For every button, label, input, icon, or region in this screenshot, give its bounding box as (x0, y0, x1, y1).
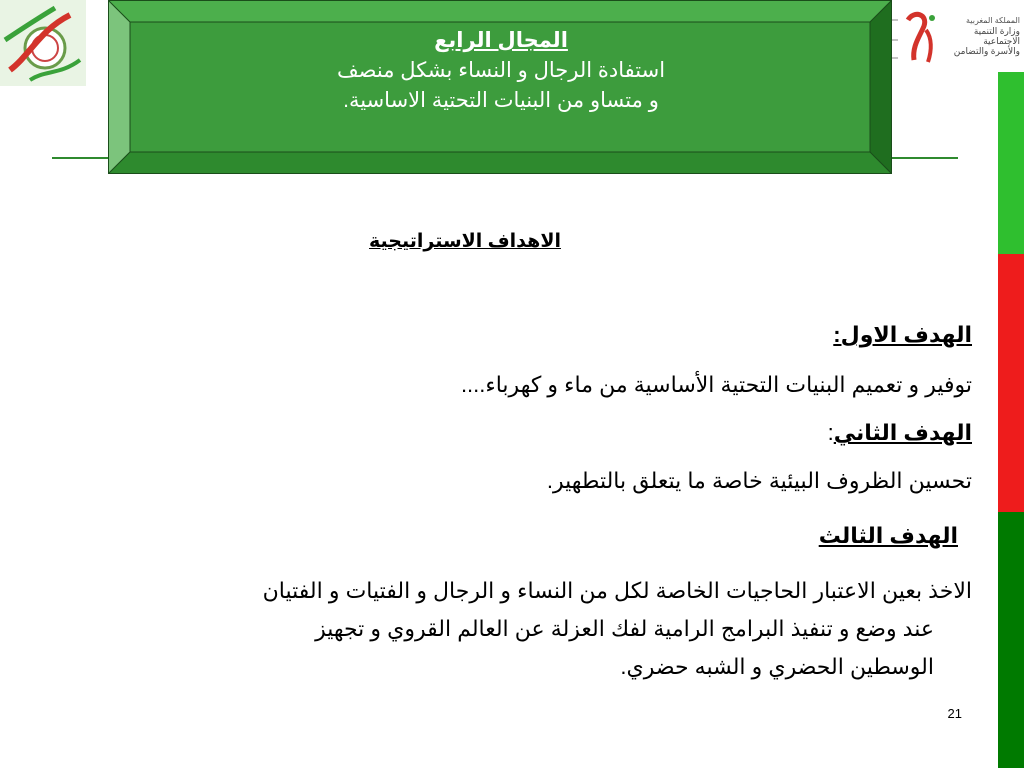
divider-right (888, 157, 958, 159)
divider-left (52, 157, 112, 159)
title-line-2: و متساو من البنيات التحتية الاساسية. (343, 89, 659, 112)
goal-2-heading: الهدف الثاني (833, 420, 972, 445)
stripe-green-light (998, 72, 1024, 254)
goal-3-text-line-1: الاخذ بعين الاعتبار الحاجيات الخاصة لكل من النساء و الرجال و الفتيات و الفتيان (262, 578, 972, 603)
goal-1-heading: الهدف الاول: (833, 322, 972, 347)
goal-3-text (80, 572, 972, 686)
title-line-1: استفادة الرجال و النساء بشكل منصف (336, 59, 666, 82)
stripe-red (998, 254, 1024, 512)
ministry-line-3: والأسرة والتضامن (953, 46, 1020, 56)
ministry-line-2: وزارة التنمية الاجتماعية (973, 26, 1020, 46)
stripe-green-dark (998, 512, 1024, 768)
strategic-goals-heading: الاهداف الاستراتيجية (369, 231, 561, 252)
logo-left (0, 0, 86, 86)
goal-3-text-line-3: الوسطين الحضري و الشبه حضري. (620, 654, 934, 679)
goal-2-heading-row (828, 420, 972, 446)
goal-1-text: توفير و تعميم البنيات التحتية الأساسية من ماء و كهرباء.... (460, 372, 972, 397)
ministry-line-1: المملكة المغربية (966, 16, 1020, 25)
goal-2-text: تحسين الظروف البيئية خاصة ما يتعلق بالتطهير. (546, 468, 972, 493)
page-number: 21 (947, 706, 962, 721)
goal-3-heading: الهدف الثالث (818, 523, 958, 548)
title-text (130, 26, 872, 116)
goal-2-colon: : (827, 420, 834, 445)
goal-3-text-line-2: عند وضع و تنفيذ البرامج الرامية لفك العزلة عن العالم القروي و تجهيز (315, 616, 934, 641)
title-heading: المجال الرابع (434, 29, 568, 52)
ministry-name (940, 16, 1020, 56)
